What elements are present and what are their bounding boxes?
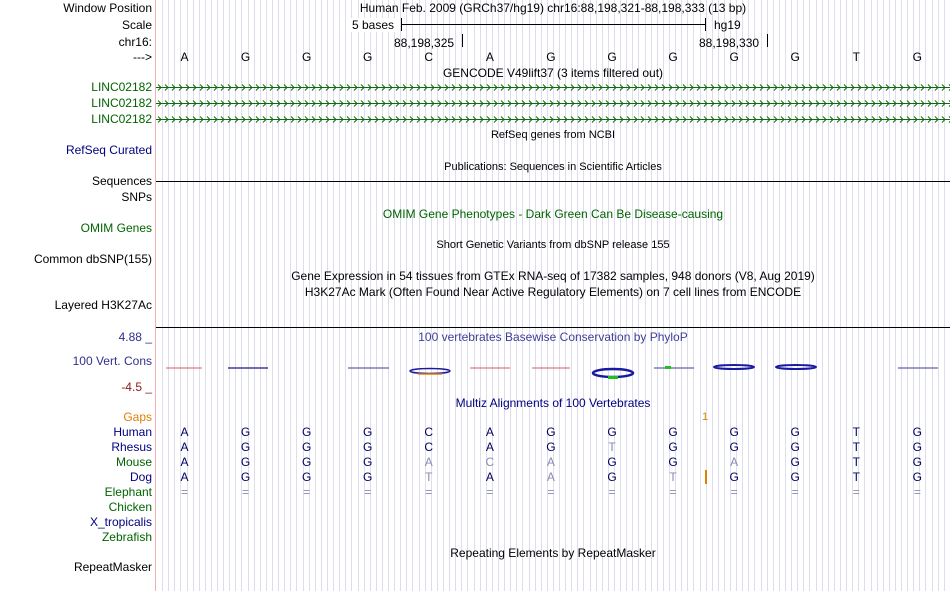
label-species-chicken[interactable]: Chicken <box>108 500 152 514</box>
alignment-base-rhesus: G <box>668 440 678 454</box>
alignment-base-elephant: = <box>913 485 921 499</box>
base-letter: G <box>668 50 678 64</box>
alignment-base-rhesus: T <box>852 440 860 454</box>
alignment-base-rhesus: G <box>546 440 556 454</box>
alignment-base-mouse: G <box>240 455 251 469</box>
base-letter: G <box>729 50 739 64</box>
cons-glyph-c <box>410 369 450 374</box>
alignment-base-mouse: G <box>301 455 312 469</box>
alignment-base-elephant: = <box>180 485 188 499</box>
alignment-base-dog: G <box>301 470 312 484</box>
alignment-base-human: C <box>424 425 434 439</box>
label-species-rhesus[interactable]: Rhesus <box>111 440 152 454</box>
cons-max-value: 4.88 _ <box>118 330 152 344</box>
label-chrom[interactable]: chr16: <box>118 35 152 49</box>
label-common-dbsnp[interactable]: Common dbSNP(155) <box>33 252 152 266</box>
alignment-base-human: G <box>912 425 922 439</box>
assembly-label: hg19 <box>714 18 741 32</box>
gencode-track-title[interactable]: GENCODE V49lift37 (3 items filtered out) <box>442 66 664 80</box>
alignment-base-human: G <box>668 425 678 439</box>
publications-track-title[interactable]: Publications: Sequences in Scientific Articles <box>444 161 662 173</box>
alignment-rows <box>156 425 950 505</box>
alignment-base-rhesus: G <box>912 440 922 454</box>
label-refseq-curated[interactable]: RefSeq Curated <box>65 143 152 157</box>
alignment-base-human: G <box>729 425 739 439</box>
alignment-base-mouse: G <box>363 455 373 469</box>
gene-feature-linc02182[interactable] <box>156 83 950 92</box>
gap-marker: 1 <box>702 411 709 423</box>
label-layered-h3k27ac[interactable]: Layered H3K27Ac <box>54 298 152 312</box>
window-position-text: Human Feb. 2009 (GRCh37/hg19) chr16:88,198,321-88,198,333 (13 bp) <box>359 1 747 15</box>
alignment-base-mouse: G <box>790 455 800 469</box>
alignment-base-human: G <box>240 425 251 439</box>
gene-feature-linc02182[interactable] <box>156 99 950 108</box>
alignment-base-dog: G <box>729 470 739 484</box>
sequences-line <box>156 181 950 182</box>
label-gene-linc02182[interactable]: LINC02182 <box>91 96 152 110</box>
alignment-base-elephant: = <box>486 485 494 499</box>
cons-glyph-g <box>714 365 754 369</box>
label-snps[interactable]: SNPs <box>121 190 152 204</box>
track-separator <box>156 327 950 328</box>
base-sequence-row <box>156 50 950 64</box>
base-letter: G <box>790 50 800 64</box>
alignment-base-rhesus: A <box>180 440 189 454</box>
alignment-base-dog: A <box>180 470 189 484</box>
alignment-base-rhesus: G <box>729 440 739 454</box>
cons-glyph-g <box>593 369 633 377</box>
alignment-base-mouse: G <box>912 455 922 469</box>
alignment-base-human: A <box>180 425 189 439</box>
alignment-base-human: G <box>546 425 556 439</box>
cons-glyph-g <box>776 365 816 369</box>
alignment-base-elephant: = <box>242 485 250 499</box>
base-letter: T <box>852 50 860 64</box>
label-scale[interactable]: Scale <box>121 18 152 32</box>
alignment-base-human: G <box>607 425 617 439</box>
label-gene-linc02182[interactable]: LINC02182 <box>91 112 152 126</box>
label-gaps[interactable]: Gaps <box>123 410 152 424</box>
base-letter: G <box>912 50 922 64</box>
alignment-base-dog: G <box>607 470 617 484</box>
base-letter: C <box>424 50 434 64</box>
alignment-base-dog: T <box>852 470 860 484</box>
alignment-base-mouse: A <box>424 455 433 469</box>
alignment-base-mouse: T <box>852 455 860 469</box>
alignment-base-elephant: = <box>547 485 555 499</box>
label-100-vert-cons[interactable]: 100 Vert. Cons <box>72 354 152 368</box>
gtex-track-title[interactable]: Gene Expression in 54 tissues from GTEx RNA-seq of 17382 samples, 948 donors (V8, Aug 2019) <box>291 269 815 283</box>
label-window-position[interactable]: Window Position <box>63 1 152 15</box>
phylop-conservation-plot[interactable] <box>156 356 950 382</box>
cons-min-value: -4.5 _ <box>121 380 152 394</box>
refseq-track-title[interactable]: RefSeq genes from NCBI <box>490 129 616 141</box>
alignment-base-mouse: G <box>607 455 617 469</box>
alignment-base-dog: G <box>363 470 373 484</box>
alignment-base-human: G <box>790 425 800 439</box>
phylop-track-title[interactable]: 100 vertebrates Basewise Conservation by PhyloP <box>418 330 688 344</box>
label-sequences[interactable]: Sequences <box>91 174 152 188</box>
alignment-base-rhesus: T <box>608 440 616 454</box>
coord-tick <box>767 34 768 47</box>
alignment-base-human: A <box>485 425 494 439</box>
label-gene-linc02182[interactable]: LINC02182 <box>91 80 152 94</box>
base-letter: G <box>546 50 556 64</box>
label-strand-arrow[interactable]: ---> <box>133 50 152 64</box>
alignment-base-mouse: A <box>730 455 739 469</box>
base-letter: G <box>301 50 312 64</box>
base-letter: G <box>363 50 373 64</box>
alignment-base-mouse: G <box>668 455 678 469</box>
alignment-base-human: G <box>301 425 312 439</box>
label-species-mouse[interactable]: Mouse <box>115 455 152 469</box>
alignment-base-rhesus: G <box>240 440 251 454</box>
base-letter: A <box>180 50 189 64</box>
alignment-base-mouse: A <box>180 455 189 469</box>
alignment-base-dog: T <box>669 470 677 484</box>
label-species-human[interactable]: Human <box>113 425 152 439</box>
coord-tick <box>462 34 463 47</box>
alignment-base-elephant: = <box>669 485 677 499</box>
alignment-base-dog: T <box>425 470 433 484</box>
omim-track-title[interactable]: OMIM Gene Phenotypes - Dark Green Can Be Disease-causing <box>382 207 724 221</box>
cons-glyph-g-accent <box>665 366 671 369</box>
alignment-base-elephant: = <box>303 485 311 499</box>
base-letter: G <box>607 50 617 64</box>
alignment-base-human: T <box>852 425 860 439</box>
alignment-base-dog: A <box>485 470 494 484</box>
dbsnp-track-title[interactable]: Short Genetic Variants from dbSNP release 155 <box>436 239 670 251</box>
track-area[interactable] <box>156 0 950 591</box>
alignment-base-elephant: = <box>852 485 860 499</box>
label-species-x-tropicalis[interactable]: X_tropicalis <box>89 515 152 529</box>
base-letter: G <box>240 50 251 64</box>
cons-glyph-g-accent <box>608 376 618 379</box>
alignment-base-rhesus: C <box>424 440 434 454</box>
alignment-base-dog: G <box>912 470 922 484</box>
label-repeatmasker[interactable]: RepeatMasker <box>73 560 152 574</box>
alignment-base-elephant: = <box>608 485 616 499</box>
alignment-base-dog: A <box>546 470 555 484</box>
base-letter: A <box>485 50 494 64</box>
multiz-track-title[interactable]: Multiz Alignments of 100 Vertebrates <box>455 396 651 410</box>
alignment-base-human: G <box>363 425 373 439</box>
label-omim-genes[interactable]: OMIM Genes <box>80 221 152 235</box>
repeatmasker-track-title[interactable]: Repeating Elements by RepeatMasker <box>450 546 656 560</box>
label-species-dog[interactable]: Dog <box>129 470 152 484</box>
alignment-base-elephant: = <box>730 485 738 499</box>
scale-text: 5 bases <box>349 18 397 32</box>
alignment-base-mouse: C <box>485 455 495 469</box>
alignment-base-rhesus: A <box>485 440 494 454</box>
alignment-base-rhesus: G <box>790 440 800 454</box>
gene-feature-linc02182[interactable] <box>156 115 950 124</box>
alignment-base-elephant: = <box>791 485 799 499</box>
h3k27ac-track-title[interactable]: H3K27Ac Mark (Often Found Near Active Regulatory Elements) on 7 cell lines from ENCODE <box>304 285 802 299</box>
track-labels <box>0 0 155 591</box>
coord-88198330: 88,198,330 <box>699 36 760 50</box>
label-species-elephant[interactable]: Elephant <box>104 485 152 499</box>
alignment-base-dog: G <box>240 470 251 484</box>
alignment-base-rhesus: G <box>301 440 312 454</box>
scale-bar <box>352 18 706 32</box>
label-species-zebrafish[interactable]: Zebrafish <box>101 530 152 544</box>
alignment-base-mouse: A <box>546 455 555 469</box>
coord-88198325: 88,198,325 <box>394 36 455 50</box>
alignment-base-elephant: = <box>364 485 372 499</box>
alignment-base-rhesus: G <box>363 440 373 454</box>
alignment-base-dog: G <box>790 470 800 484</box>
alignment-base-elephant: = <box>425 485 433 499</box>
